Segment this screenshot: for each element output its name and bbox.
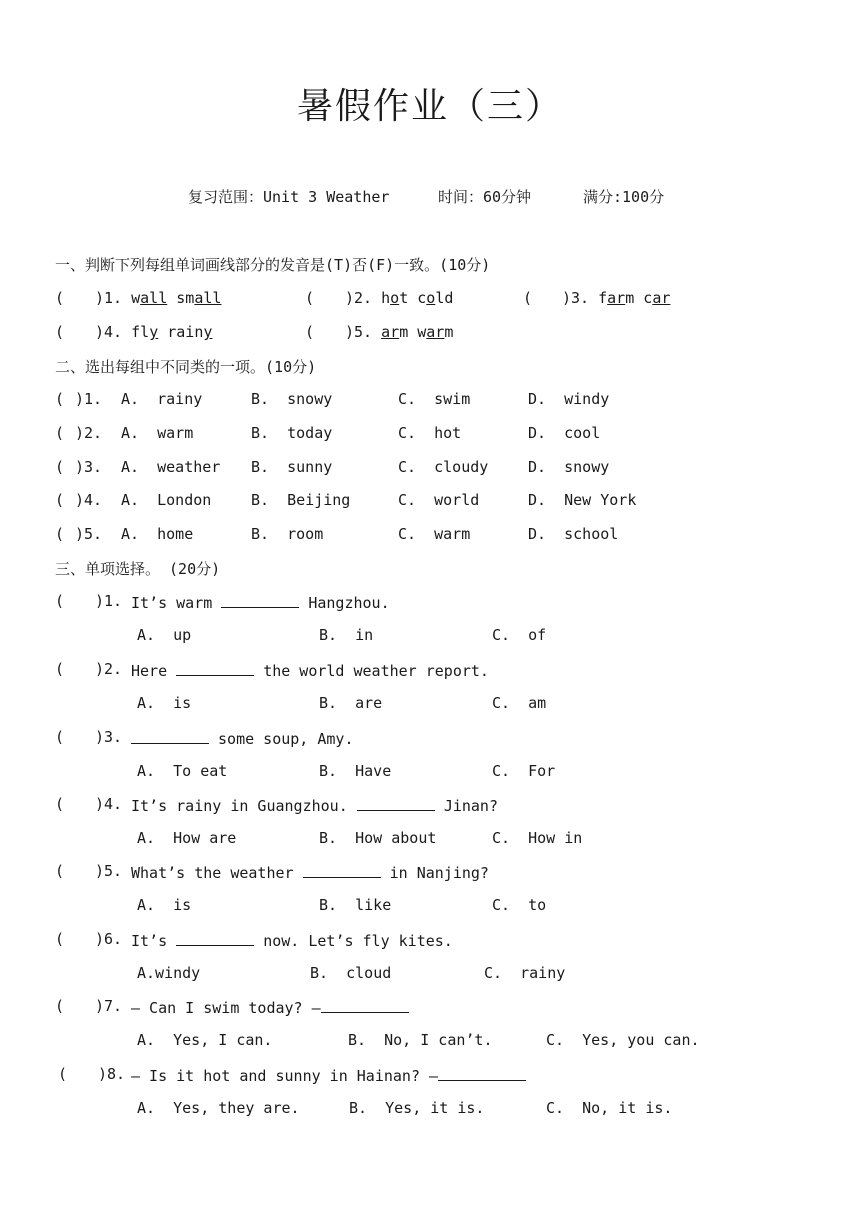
- answer-paren[interactable]: (: [58, 1065, 68, 1083]
- question-number: )1.: [95, 592, 123, 610]
- info-line: [0, 186, 860, 208]
- option-c: C. to: [492, 896, 547, 914]
- info-scope: 复习范围：Unit 3 Weather: [188, 188, 390, 206]
- option-b: B. Yes, it is.: [349, 1099, 485, 1117]
- question-number: )3.: [75, 458, 103, 476]
- answer-paren[interactable]: (: [55, 930, 65, 948]
- option-a: A. is: [137, 694, 192, 712]
- question-stem: some soup, Amy.: [131, 728, 354, 748]
- option-a: A. weather: [121, 458, 221, 476]
- answer-paren[interactable]: (: [55, 997, 65, 1015]
- section3-question: [0, 795, 860, 817]
- question-number: )6.: [95, 930, 123, 948]
- option-d: D. New York: [528, 491, 637, 509]
- question-number: )8.: [98, 1065, 126, 1083]
- section2-row: [0, 424, 860, 446]
- section3-options: [0, 1099, 860, 1121]
- option-a: A. Yes, they are.: [137, 1099, 300, 1117]
- section3-options: [0, 762, 860, 784]
- answer-blank[interactable]: [357, 795, 435, 811]
- option-c: C. For: [492, 762, 556, 780]
- option-c: C. cloudy: [398, 458, 489, 476]
- section3-options: [0, 896, 860, 918]
- answer-paren[interactable]: (: [55, 289, 65, 307]
- question-number: )7.: [95, 997, 123, 1015]
- option-c: C. warm: [398, 525, 471, 543]
- option-b: B. snowy: [251, 390, 333, 408]
- s1-q2: )2. hot cold: [345, 289, 454, 307]
- answer-paren[interactable]: (: [305, 289, 315, 307]
- option-a: A. London: [121, 491, 212, 509]
- question-stem: It’s rainy in Guangzhou. Jinan?: [131, 797, 498, 815]
- answer-paren[interactable]: (: [55, 323, 65, 341]
- section1-row-2: [0, 323, 860, 345]
- option-a: A. up: [137, 626, 192, 644]
- option-c: C. rainy: [484, 964, 566, 982]
- question-number: )4.: [75, 491, 103, 509]
- section2-row: [0, 458, 860, 480]
- option-a: A. How are: [137, 829, 237, 847]
- answer-paren[interactable]: (: [55, 525, 65, 543]
- option-b: B. in: [319, 626, 374, 644]
- answer-paren[interactable]: (: [55, 424, 65, 442]
- section3-question: [0, 930, 860, 952]
- question-stem: It’s now. Let’s fly kites.: [131, 932, 453, 950]
- answer-paren[interactable]: (: [55, 491, 65, 509]
- answer-paren[interactable]: (: [55, 592, 65, 610]
- answer-blank[interactable]: [221, 592, 299, 608]
- answer-paren[interactable]: (: [55, 795, 65, 813]
- option-d: D. windy: [528, 390, 610, 408]
- answer-paren[interactable]: (: [55, 862, 65, 880]
- question-stem: — Is it hot and sunny in Hainan? —: [131, 1065, 526, 1085]
- option-b: B. room: [251, 525, 324, 543]
- section3-question: [0, 997, 860, 1019]
- section2-row: [0, 491, 860, 513]
- section1-heading: 一、判断下列每组单词画线部分的发音是(T)否(F)一致。(10分): [55, 256, 491, 274]
- section3-question: [0, 660, 860, 682]
- option-a: A. home: [121, 525, 194, 543]
- answer-paren[interactable]: (: [55, 390, 65, 408]
- s1-q4: )4. fly rainy: [95, 323, 213, 341]
- option-c: C. Yes, you can.: [546, 1031, 700, 1049]
- option-b: B. How about: [319, 829, 437, 847]
- option-b: B. cloud: [310, 964, 392, 982]
- question-number: )4.: [95, 795, 123, 813]
- question-stem: Here the world weather report.: [131, 662, 489, 680]
- option-c: C. world: [398, 491, 480, 509]
- option-a: A. rainy: [121, 390, 203, 408]
- option-b: B. today: [251, 424, 333, 442]
- answer-blank[interactable]: [303, 862, 381, 878]
- answer-blank[interactable]: [131, 728, 209, 744]
- question-number: )2.: [95, 660, 123, 678]
- option-b: B. Beijing: [251, 491, 351, 509]
- option-d: D. cool: [528, 424, 601, 442]
- option-a: A. warm: [121, 424, 194, 442]
- answer-paren[interactable]: (: [305, 323, 315, 341]
- s1-q3: )3. farm car: [562, 289, 671, 307]
- option-b: B. like: [319, 896, 392, 914]
- answer-paren[interactable]: (: [55, 660, 65, 678]
- answer-blank[interactable]: [176, 930, 254, 946]
- option-c: C. of: [492, 626, 547, 644]
- question-number: )1.: [75, 390, 103, 408]
- option-a: A. Yes, I can.: [137, 1031, 273, 1049]
- answer-blank[interactable]: [438, 1065, 526, 1081]
- section3-options: [0, 829, 860, 851]
- section3-options: [0, 964, 860, 986]
- section2-row: [0, 390, 860, 412]
- option-c: C. swim: [398, 390, 471, 408]
- section1-row-1: [0, 289, 860, 311]
- option-b: B. No, I can’t.: [348, 1031, 493, 1049]
- section3-options: [0, 626, 860, 648]
- section2-row: [0, 525, 860, 547]
- section3-question: [0, 1065, 860, 1087]
- option-c: C. How in: [492, 829, 583, 847]
- option-d: D. school: [528, 525, 619, 543]
- section3-question: [0, 728, 860, 750]
- answer-paren[interactable]: (: [523, 289, 533, 307]
- info-time: 时间：60分钟: [438, 188, 532, 206]
- option-b: B. sunny: [251, 458, 333, 476]
- s1-q5: )5. arm warm: [345, 323, 454, 341]
- option-c: C. No, it is.: [546, 1099, 673, 1117]
- info-full-score: 满分:100分: [583, 188, 665, 206]
- option-c: C. hot: [398, 424, 462, 442]
- option-d: D. snowy: [528, 458, 610, 476]
- section2-heading: 二、选出每组中不同类的一项。(10分): [55, 358, 317, 376]
- section3-heading: 三、单项选择。 (20分): [55, 560, 221, 578]
- answer-paren[interactable]: (: [55, 458, 65, 476]
- answer-blank[interactable]: [321, 997, 409, 1013]
- option-a: A. To eat: [137, 762, 228, 780]
- section3-options: [0, 694, 860, 716]
- section3-question: [0, 592, 860, 614]
- option-a: A.windy: [137, 964, 201, 982]
- option-b: B. are: [319, 694, 383, 712]
- question-number: )5.: [95, 862, 123, 880]
- answer-blank[interactable]: [176, 660, 254, 676]
- question-number: )2.: [75, 424, 103, 442]
- question-number: )3.: [95, 728, 123, 746]
- section3-options: [0, 1031, 860, 1053]
- page-title: 暑假作业（三）: [296, 86, 563, 127]
- option-b: B. Have: [319, 762, 392, 780]
- option-c: C. am: [492, 694, 547, 712]
- option-a: A. is: [137, 896, 192, 914]
- question-number: )5.: [75, 525, 103, 543]
- s1-q1: )1. wall small: [95, 289, 222, 307]
- section3-question: [0, 862, 860, 884]
- answer-paren[interactable]: (: [55, 728, 65, 746]
- question-stem: What’s the weather in Nanjing?: [131, 864, 489, 882]
- question-stem: It’s warm Hangzhou.: [131, 594, 390, 612]
- question-stem: — Can I swim today? —: [131, 997, 409, 1017]
